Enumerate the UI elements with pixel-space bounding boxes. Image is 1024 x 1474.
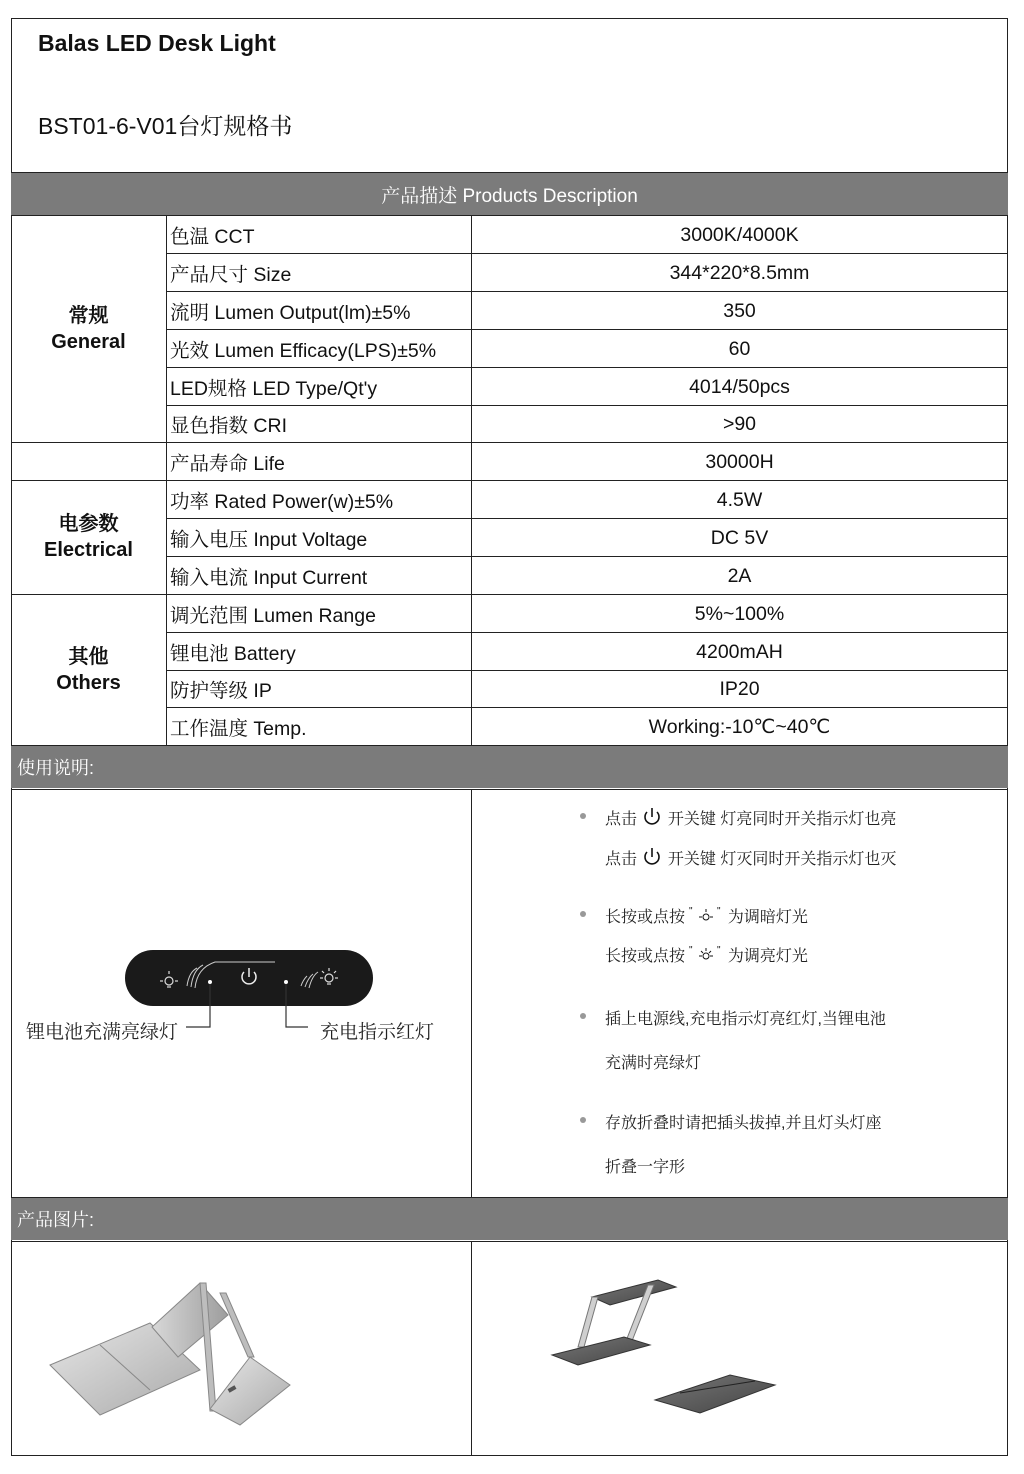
group-general-cn: 常规: [68, 304, 109, 327]
group-others-cn: 其他: [68, 645, 109, 668]
bright-icon: [689, 945, 723, 965]
instruction-pre: 长按或点按: [605, 909, 686, 926]
spec-row: [166, 254, 1008, 292]
power-icon: [641, 806, 663, 828]
spec-value: 4200mAH: [696, 640, 783, 663]
bullet-icon: [580, 1117, 586, 1123]
leader-lines: [180, 980, 310, 1032]
spec-label: 显色指数 CRI: [170, 415, 288, 437]
spec-row: [166, 519, 1008, 557]
spec-row: [166, 330, 1008, 368]
power-icon: [641, 846, 663, 868]
spec-label: 工作温度 Temp.: [170, 718, 307, 740]
instruction-line: [605, 904, 808, 927]
bullet-icon: [580, 813, 586, 819]
spec-row: [166, 368, 1008, 406]
product-image-unfolded: [40, 1275, 460, 1435]
spec-row: [166, 595, 1008, 633]
spec-value: 344*220*8.5mm: [669, 261, 810, 284]
dim-icon: [689, 906, 723, 926]
spec-label: 锂电池 Battery: [170, 643, 296, 665]
group-electrical-cn: 电参数: [58, 513, 119, 535]
instruction-post: 开关键 灯亮同时开关指示灯也亮: [667, 811, 897, 828]
instruction-post: 为调暗灯光: [727, 909, 808, 926]
bullet-icon: [580, 1013, 586, 1019]
spec-value: IP20: [719, 677, 760, 700]
spec-row: [166, 557, 1008, 595]
spec-value: 2A: [727, 564, 752, 587]
instruction-line: [605, 846, 896, 869]
spec-row: [166, 633, 1008, 671]
spec-row: [166, 481, 1008, 519]
instruction-post: 开关键 灯灭同时开关指示灯也灭: [667, 851, 897, 868]
section-bar-images: 产品图片:: [11, 1198, 1008, 1240]
spec-label: LED规格 LED Type/Qt'y: [170, 378, 378, 400]
spec-label: 功率 Rated Power(w)±5%: [170, 491, 394, 513]
group-general: [11, 215, 166, 442]
spec-label: 产品寿命 Life: [170, 453, 285, 475]
spec-value: DC 5V: [710, 526, 769, 549]
svg-text:": ": [717, 906, 722, 917]
spec-value: 4.5W: [716, 488, 763, 511]
spec-value: >90: [722, 412, 757, 435]
product-image-standing: [540, 1275, 820, 1435]
bullet-icon: [580, 911, 586, 917]
instruction-line: 插上电源线,充电指示灯亮红灯,当锂电池: [605, 1011, 886, 1028]
spec-label: 输入电压 Input Voltage: [170, 529, 368, 551]
instruction-pre: 长按或点按: [605, 948, 686, 965]
svg-text:": ": [717, 945, 722, 956]
group-electrical-en: Electrical: [44, 539, 133, 561]
group-electrical: [11, 480, 166, 594]
spec-label: 防护等级 IP: [170, 680, 272, 702]
instruction-post: 为调亮灯光: [727, 948, 808, 965]
spec-label: 调光范围 Lumen Range: [170, 605, 376, 627]
spec-value: Working:-10℃~40℃: [648, 716, 831, 738]
spec-row: [166, 708, 1008, 746]
svg-text:": ": [689, 906, 694, 917]
instruction-line: 折叠一字形: [605, 1159, 686, 1176]
instruction-line: 存放折叠时请把插头拔掉,并且灯头灯座: [605, 1115, 882, 1132]
group-others: [11, 594, 166, 745]
section-bar-usage: 使用说明:: [11, 746, 1008, 788]
battery-full-label: 锂电池充满亮绿灯: [26, 1022, 179, 1043]
svg-text:": ": [689, 945, 694, 956]
group-others-en: Others: [56, 671, 121, 694]
spec-value: 4014/50pcs: [689, 375, 790, 398]
spec-row: [166, 292, 1008, 330]
spec-label: 输入电流 Input Current: [170, 567, 368, 589]
instruction-line: 充满时亮绿灯: [605, 1055, 702, 1072]
group-general-en: General: [51, 330, 126, 353]
spec-row: [166, 216, 1008, 254]
instruction-pre: 点击: [605, 811, 638, 828]
spec-value: 30000H: [705, 450, 774, 473]
instruction-line: [605, 943, 808, 966]
spec-label: 光效 Lumen Efficacy(LPS)±5%: [170, 340, 437, 362]
document-subtitle: BST01-6-V01台灯规格书: [38, 113, 293, 139]
spec-label: 产品尺寸 Size: [170, 264, 292, 286]
spec-row: [166, 670, 1008, 708]
spec-label: 色温 CCT: [170, 226, 255, 248]
spec-label: 流明 Lumen Output(lm)±5%: [170, 302, 411, 324]
spec-value: 350: [723, 299, 756, 322]
spec-row: [166, 443, 1008, 481]
instruction-pre: 点击: [605, 851, 638, 868]
spec-row: [166, 405, 1008, 443]
charging-label: 充电指示红灯: [320, 1022, 435, 1043]
document-title: Balas LED Desk Light: [38, 30, 276, 56]
spec-value: 60: [728, 337, 751, 360]
spec-value: 5%~100%: [694, 602, 785, 625]
spec-value: 3000K/4000K: [680, 223, 799, 246]
instruction-line: [605, 806, 896, 829]
section-bar-description: 产品描述 Products Description: [11, 173, 1008, 215]
